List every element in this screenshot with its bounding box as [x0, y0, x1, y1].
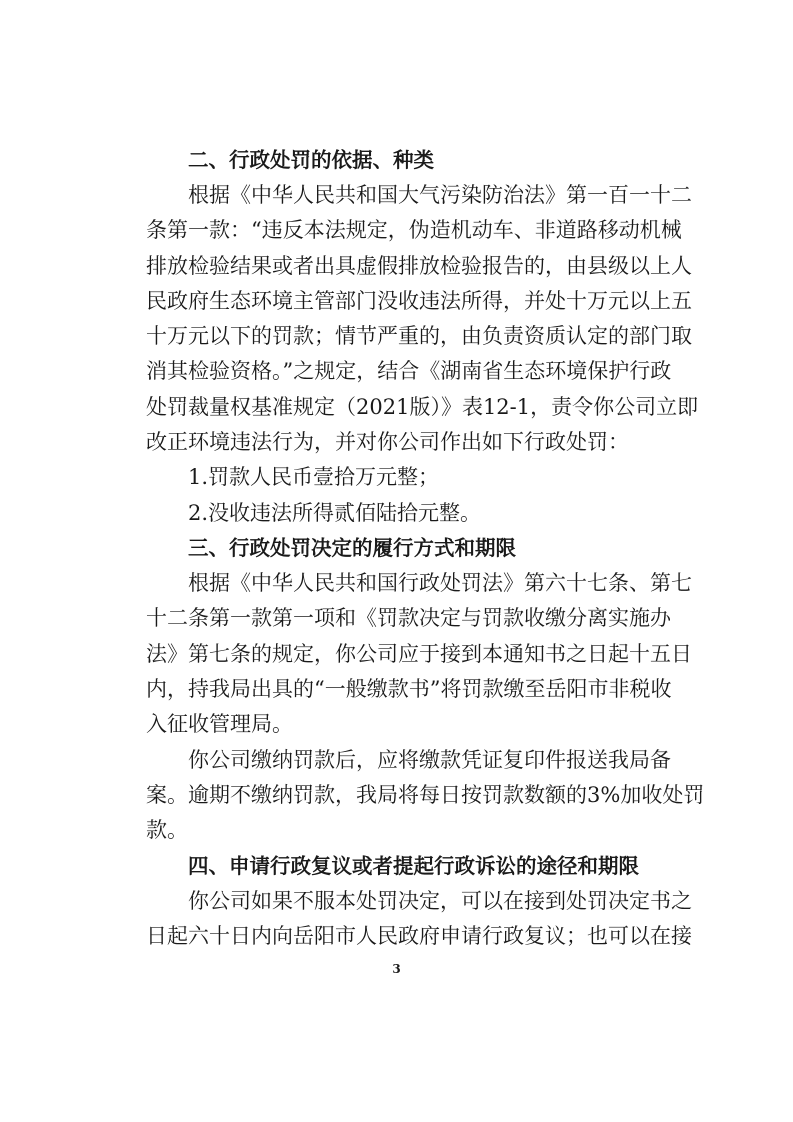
paragraph-line: 条第一款：“违反本法规定，伪造机动车、非道路移动机械: [146, 218, 682, 242]
section-heading: 二、行政处罚的依据、种类: [188, 148, 434, 172]
paragraph-line: 入征收管理局。: [146, 712, 293, 736]
page-number: 3: [392, 962, 401, 976]
paragraph-line: 十万元以下的罚款；情节严重的，由负责资质认定的部门取: [146, 324, 692, 348]
paragraph-line: 法》第七条的规定，你公司应于接到本通知书之日起十五日: [146, 642, 692, 666]
paragraph-line: 根据《中华人民共和国大气污染防治法》第一百一十二: [188, 183, 692, 207]
paragraph-line: 款。: [146, 818, 188, 842]
paragraph-line: 改正环境违法行为，并对你公司作出如下行政处罚：: [146, 430, 629, 454]
paragraph-line: 你公司如果不服本处罚决定，可以在接到处罚决定书之: [188, 889, 692, 913]
list-item: 2.没收违法所得贰佰陆拾元整。: [188, 501, 482, 525]
paragraph-line: 排放检验结果或者出具虚假排放检验报告的，由县级以上人: [146, 254, 692, 278]
paragraph-line: 消其检验资格。”之规定，结合《湖南省生态环境保护行政: [146, 359, 672, 383]
paragraph-line: 内，持我局出具的“一般缴款书”将罚款缴至岳阳市非税收: [146, 677, 672, 701]
paragraph-line: 处罚裁量权基准规定（2021版）》表12-1，责令你公司立即: [146, 395, 699, 419]
section-heading: 三、行政处罚决定的履行方式和期限: [188, 536, 516, 560]
paragraph-line: 根据《中华人民共和国行政处罚法》第六十七条、第七: [188, 571, 692, 595]
paragraph-line: 你公司缴纳罚款后，应将缴款凭证复印件报送我局备: [188, 748, 671, 772]
paragraph-line: 日起六十日内向岳阳市人民政府申请行政复议；也可以在接: [146, 924, 692, 948]
section-heading: 四、申请行政复议或者提起行政诉讼的途径和期限: [188, 854, 639, 878]
paragraph-line: 民政府生态环境主管部门没收违法所得，并处十万元以上五: [146, 289, 692, 313]
list-item: 1.罚款人民币壹拾万元整；: [188, 465, 440, 489]
paragraph-line: 十二条第一款第一项和《罚款决定与罚款收缴分离实施办: [146, 606, 671, 630]
paragraph-line: 案。逾期不缴纳罚款，我局将每日按罚款数额的3%加收处罚: [146, 783, 705, 807]
